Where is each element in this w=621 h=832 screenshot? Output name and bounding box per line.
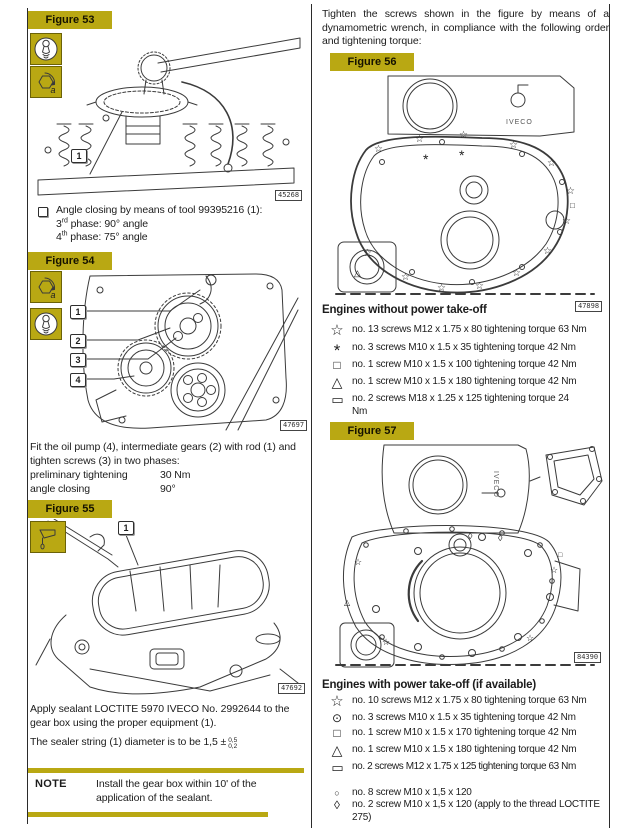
- triangle-symbol: △: [331, 742, 343, 758]
- svg-text:☆: ☆: [562, 216, 571, 227]
- iveco-brand-text: IVECO: [506, 119, 533, 126]
- note-bottom-bar: [28, 812, 268, 817]
- small-circle-symbol: ○: [334, 788, 340, 798]
- svg-text:☆: ☆: [459, 130, 468, 141]
- screw-spec-row: ◊ no. 2 screw M10 x 1,5 x 120 (apply to the thread LOCTITE 275): [322, 799, 608, 824]
- tolerance-stack: 0,5 0,2: [228, 736, 238, 750]
- figure-54-drawing: [30, 270, 305, 434]
- asterisk-symbol: *: [333, 341, 341, 360]
- figure-54-title: Figure 54: [28, 252, 112, 270]
- engines-without-pto-heading: Engines without power take-off: [322, 304, 487, 316]
- figure-54-callout-1: 1: [70, 305, 86, 319]
- star-symbol: ☆: [330, 322, 344, 339]
- screw-spec-row: ⊙ no. 3 screws M10 x 1.5 x 35 tightening torque 42 Nm: [322, 712, 608, 725]
- engines-with-pto-heading: Engines with power take-off (if available): [322, 679, 536, 691]
- screw-spec-row: ○ no. 8 screw M10 x 1,5 x 120: [322, 787, 608, 800]
- svg-text:☆: ☆: [526, 633, 535, 643]
- torque-row-value: 30 Nm: [160, 469, 191, 481]
- diamond-symbol: ◊: [334, 798, 340, 812]
- iveco-brand-text: IVECO: [492, 471, 499, 498]
- svg-text:☆: ☆: [512, 268, 521, 279]
- svg-text:☆: ☆: [382, 637, 391, 647]
- figure-56-code: 47898: [575, 301, 602, 312]
- screw-spec-row: ☆ no. 10 screws M12 x 1.75 x 80 tightening torque 63 Nm: [322, 695, 608, 709]
- figure-55-diameter-spec: The sealer string (1) diameter is to be 1,5 ± 0,5 0,2: [30, 736, 238, 750]
- svg-text:△: △: [344, 598, 351, 607]
- figure-55-code: 47692: [278, 683, 305, 694]
- figure-55-drawing: [30, 519, 302, 699]
- square-bullet-icon: [38, 207, 48, 217]
- square-symbol: □: [333, 358, 341, 372]
- note-label: NOTE: [35, 778, 67, 790]
- svg-text:☆: ☆: [566, 186, 575, 197]
- svg-text:☆: ☆: [415, 134, 424, 145]
- note-text: Install the gear box within 10' of the application of the sealant.: [96, 778, 257, 804]
- screw-spec-row: △ no. 1 screw M10 x 1.5 x 180 tightening torque 42 Nm: [322, 376, 608, 389]
- figure-55-title: Figure 55: [28, 500, 112, 518]
- star-symbol: ☆: [330, 693, 344, 710]
- figure-53-drawing: [30, 30, 302, 202]
- screw-position-markers: [344, 531, 563, 647]
- screw-spec-row: ▭ no. 2 screws M12 x 1.75 x 125 tightening torque 63 Nm: [322, 761, 608, 774]
- angle-tightening-icon: [30, 271, 62, 303]
- rectangle-symbol: ▭: [331, 760, 343, 775]
- figure-54-code: 47697: [280, 420, 307, 431]
- torque-row-value: 90°: [160, 483, 176, 495]
- svg-text:◊: ◊: [468, 531, 473, 541]
- screw-position-asterisks: [423, 147, 465, 167]
- svg-text:☆: ☆: [401, 272, 410, 283]
- svg-text:☆: ☆: [374, 144, 383, 155]
- figure-53-phase-4: 4th phase: 75° angle: [56, 230, 148, 243]
- screw-spec-row: ☆ no. 13 screws M12 x 1.75 x 80 tightening torque 63 Nm: [322, 324, 608, 338]
- figure-57-code: 84390: [574, 652, 601, 663]
- intro-paragraph: Tighten the screws shown in the figure by means of a dynamometric wrench, in compliance with the following order and tightening torque:: [322, 8, 609, 47]
- svg-text:*: *: [423, 151, 429, 167]
- torque-wrench-icon: [30, 308, 62, 340]
- screw-spec-row: □ no. 1 screw M10 x 1.5 x 100 tightening torque 42 Nm: [322, 359, 608, 372]
- note-top-bar: [28, 768, 304, 773]
- svg-text:☆: ☆: [437, 283, 446, 294]
- triangle-symbol: △: [331, 374, 343, 390]
- figure-56-title: Figure 56: [330, 53, 414, 71]
- figure-54-caption: Fit the oil pump (4), intermediate gears (2) with rod (1) and tighten screws (3) in two phases:: [30, 441, 296, 467]
- figure-54-callout-2: 2: [70, 334, 86, 348]
- svg-text:◊: ◊: [498, 533, 503, 543]
- circled-dot-symbol: ⊙: [331, 711, 343, 725]
- torque-wrench-icon: [30, 33, 62, 65]
- svg-text:□: □: [558, 552, 563, 559]
- screw-spec-row: △ no. 1 screw M10 x 1.5 x 180 tightening torque 42 Nm: [322, 744, 608, 757]
- svg-text:a: a: [50, 85, 56, 95]
- figure-57-drawing: [322, 441, 608, 669]
- svg-text:☆: ☆: [363, 248, 372, 259]
- svg-text:☆: ☆: [550, 565, 559, 575]
- left-column-rule: [27, 8, 28, 824]
- screw-position-markers: [354, 201, 575, 278]
- svg-text:☆: ☆: [547, 158, 556, 169]
- svg-text:□: □: [570, 201, 575, 210]
- screw-spec-row: □ no. 1 screw M10 x 1.5 x 170 tightening torque 42 Nm: [322, 727, 608, 740]
- torque-row-name: preliminary tightening: [30, 469, 128, 481]
- square-symbol: □: [333, 726, 341, 740]
- svg-text:a: a: [50, 290, 56, 300]
- right-column-rule: [609, 4, 610, 828]
- figure-57-title: Figure 57: [330, 422, 414, 440]
- svg-text:☆: ☆: [354, 557, 363, 567]
- svg-text:☆: ☆: [543, 246, 552, 257]
- angle-tightening-icon: [30, 66, 62, 98]
- figure-53-caption: Angle closing by means of tool 99395216 (1):: [56, 204, 263, 216]
- svg-text:△: △: [354, 268, 361, 278]
- column-divider-rule: [311, 4, 312, 828]
- figure-53-callout-1: 1: [71, 149, 87, 163]
- figure-54-callout-4: 4: [70, 373, 86, 387]
- torque-row-name: angle closing: [30, 483, 90, 495]
- figure-54-callout-3: 3: [70, 353, 86, 367]
- rectangle-symbol: ▭: [331, 392, 343, 407]
- figure-55-caption: Apply sealant LOCTITE 5970 IVECO No. 2992644 to the gear box using the proper equipment (1).: [30, 703, 290, 729]
- figure-55-callout-1: 1: [118, 521, 134, 535]
- svg-text:*: *: [459, 147, 465, 163]
- sealant-applicator-icon: [30, 521, 66, 553]
- figure-53-phase-3: 3rd phase: 90° angle: [56, 217, 148, 230]
- svg-text:☆: ☆: [509, 140, 518, 151]
- screw-spec-row: * no. 3 screws M10 x 1.5 x 35 tightening torque 42 Nm: [322, 342, 608, 355]
- screw-spec-row: ▭ no. 2 screws M18 x 1.25 x 125 tightening torque 24 Nm: [322, 393, 608, 418]
- svg-text:☆: ☆: [475, 281, 484, 292]
- figure-53-code: 45268: [275, 190, 302, 201]
- figure-53-title: Figure 53: [28, 11, 112, 29]
